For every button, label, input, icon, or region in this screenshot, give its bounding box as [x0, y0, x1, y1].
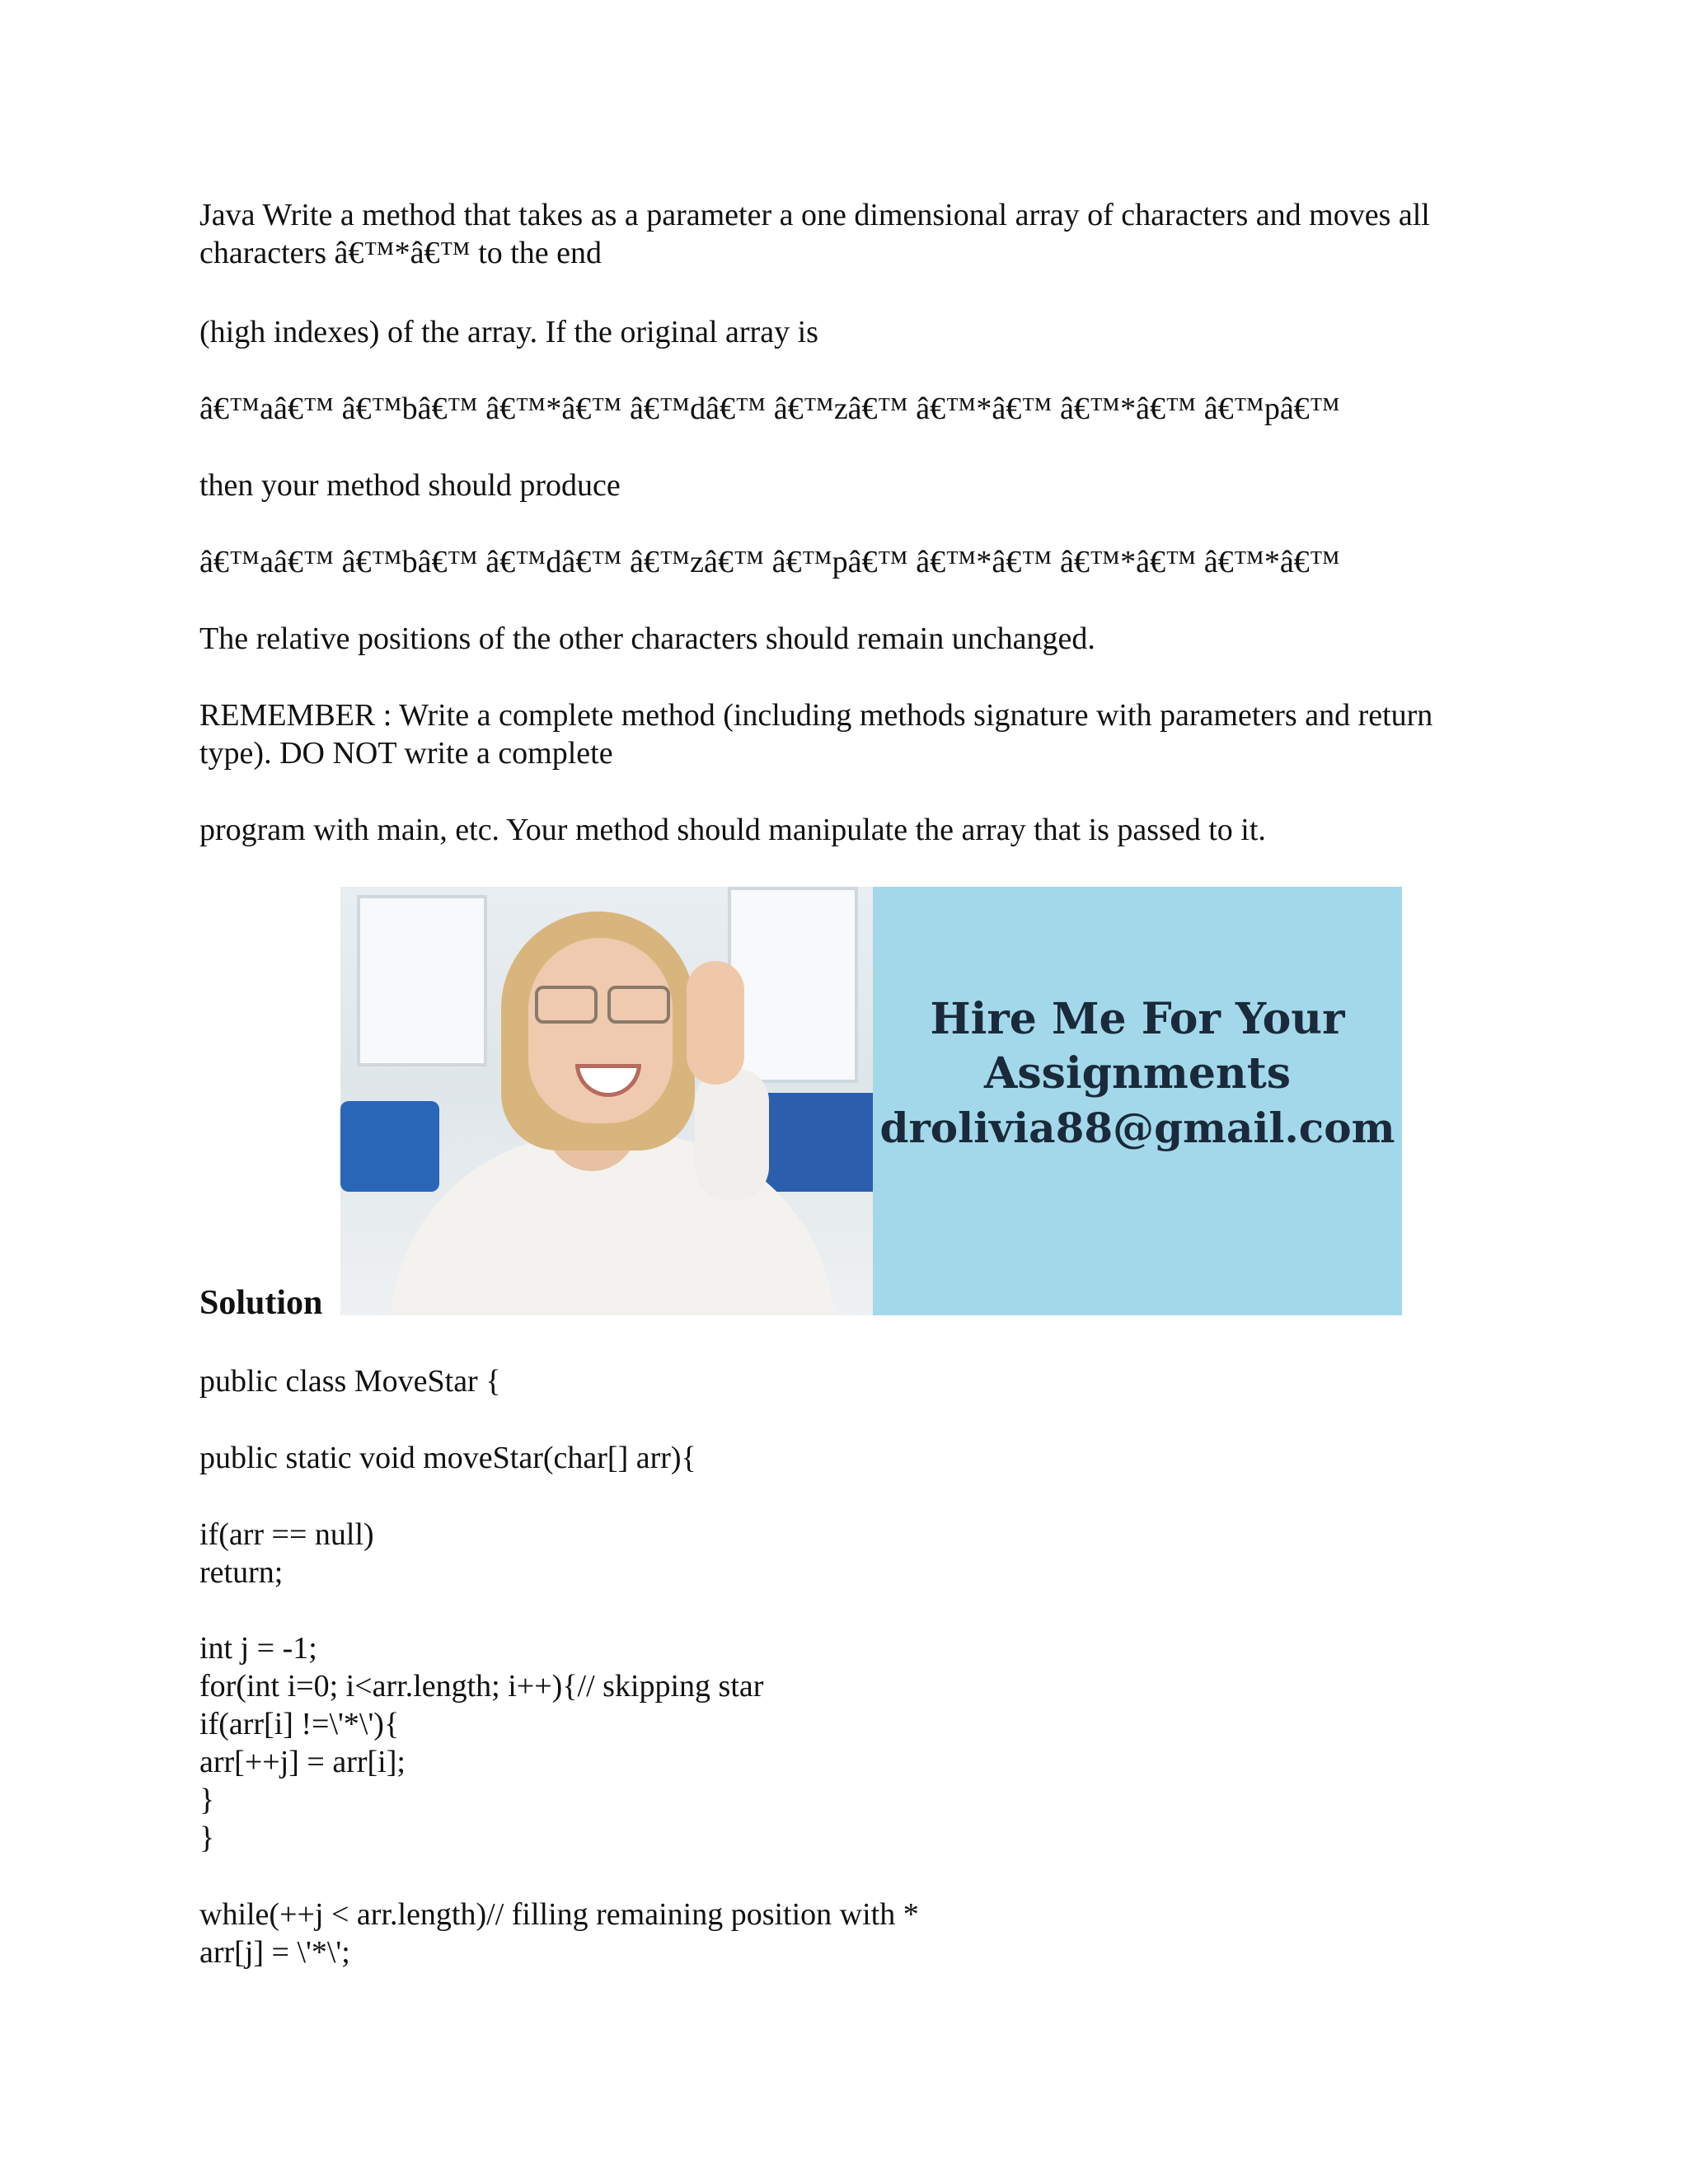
- code-class-declaration: public class MoveStar {: [199, 1364, 501, 1399]
- code-null-check: if(arr == null) return;: [199, 1517, 374, 1590]
- ad-assignments-line: Assignments: [983, 1048, 1292, 1099]
- question-line-program-with-main: program with main, etc. Your method should manipulate the array that is passed to it.: [199, 813, 1266, 847]
- ad-photo-woman: [340, 887, 873, 1315]
- ad-text-panel: [873, 887, 1402, 1315]
- original-array-example: â€™aâ€™ â€™bâ€™ â€™*â€™ â€™dâ€™ â€™zâ€™ â€™*â€™ â€™*â€™ â€™pâ€™: [199, 391, 1340, 426]
- code-loop-block: int j = -1; for(int i=0; i<arr.length; i++){// skipping star if(arr[i] !=\'*\'){ arr[++j] = arr[i]; } }: [199, 1631, 764, 1855]
- question-line-high-indexes: (high indexes) of the array. If the original array is: [199, 315, 818, 349]
- question-intro: Java Write a method that takes as a parameter a one dimensional array of characters and moves all characters â€™*â€™ to the end: [199, 198, 1438, 270]
- hire-me-ad-banner: [340, 887, 1402, 1315]
- code-method-signature: public static void moveStar(char[] arr){: [199, 1441, 696, 1475]
- solution-heading: Solution: [199, 1284, 323, 1322]
- ad-email: drolivia88@gmail.com: [879, 1104, 1395, 1152]
- result-array-example: â€™aâ€™ â€™bâ€™ â€™dâ€™ â€™zâ€™ â€™pâ€™ â€™*â€™ â€™*â€™ â€™*â€™: [199, 545, 1340, 579]
- question-line-relative-positions: The relative positions of the other characters should remain unchanged.: [199, 621, 1095, 656]
- question-line-then-produce: then your method should produce: [199, 468, 621, 503]
- question-remember: REMEMBER : Write a complete method (including methods signature with parameters and return type). DO NOT write a complete: [199, 698, 1441, 771]
- ad-hire-me-line: Hire Me For Your: [930, 994, 1345, 1044]
- code-fill-block: while(++j < arr.length)// filling remaining position with * arr[j] = \'*\';: [199, 1897, 919, 1970]
